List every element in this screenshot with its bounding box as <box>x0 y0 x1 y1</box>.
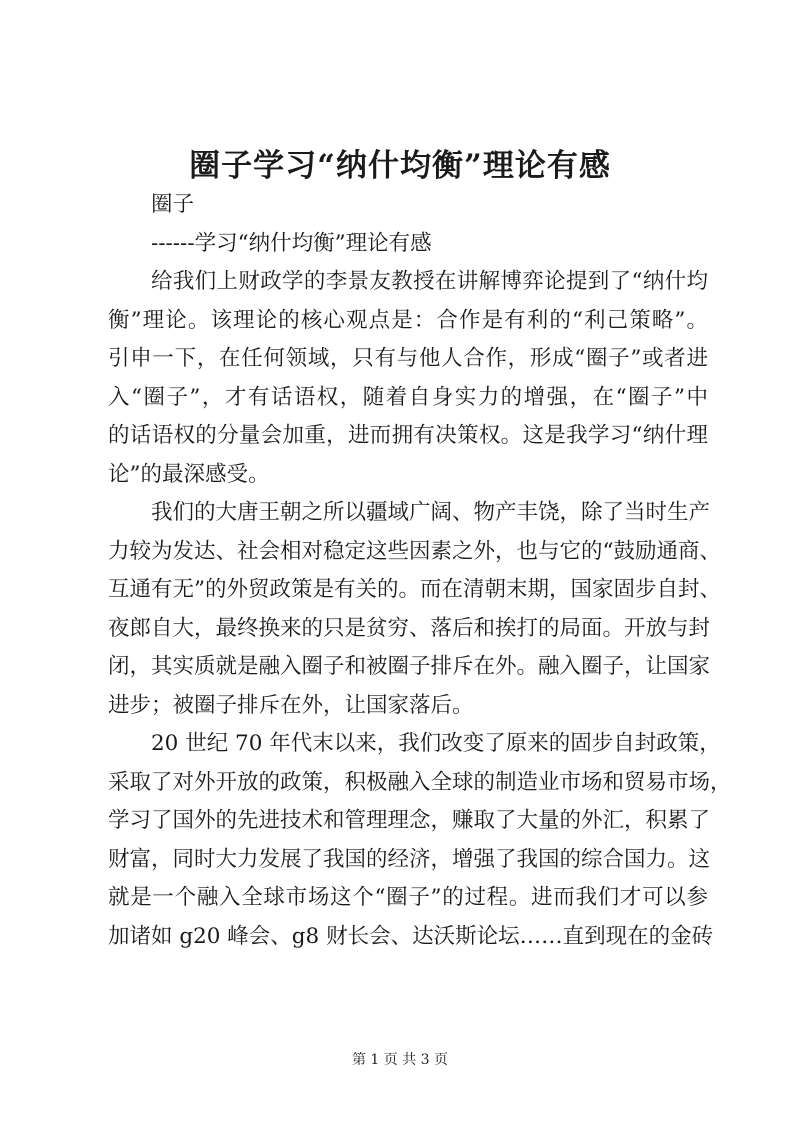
text-line: 的话语权的分量会加重，进而拥有决策权。这是我学习“纳什理 <box>108 423 708 448</box>
text-line: 入“圈子”，才有话语权，随着自身实力的增强，在“圈子”中 <box>108 384 708 410</box>
text-line: 圈子 <box>151 192 195 217</box>
text-line: ------学习“纳什均衡”理论有感 <box>151 230 432 256</box>
text-line: 我们的大唐王朝之所以疆域广阔、物产丰饶，除了当时生产 <box>151 500 711 525</box>
text-line: 衡”理论。该理论的核心观点是：合作是有利的“利己策略”。 <box>108 307 708 333</box>
text-line: 给我们上财政学的李景友教授在讲解博弈论提到了“纳什均 <box>151 269 708 294</box>
document-body <box>108 186 732 956</box>
text-line: 进步；被圈子排斥在外，让国家落后。 <box>108 692 474 718</box>
text-line: 闭，其实质就是融入圈子和被圈子排斥在外。融入圈子，让国家 <box>108 654 711 679</box>
text-line: 20 世纪 70 年代末以来，我们改变了原来的固步自封政策， <box>151 731 721 756</box>
text-line: 学习了国外的先进技术和管理理念，赚取了大量的外汇，积累了 <box>108 808 711 833</box>
page-footer: 第 1 页 共 3 页 <box>351 1052 449 1068</box>
document-title: 圈子学习“纳什均衡”理论有感 <box>189 148 611 184</box>
text-line: 夜郎自大，最终换来的只是贫穷、落后和挨打的局面。开放与封 <box>108 615 711 641</box>
text-line: 就是一个融入全球市场这个“圈子”的过程。进而我们才可以参 <box>108 885 708 910</box>
text-line: 力较为发达、社会相对稳定这些因素之外，也与它的“鼓励通商、 <box>108 538 721 564</box>
text-line: 财富，同时大力发展了我国的经济，增强了我国的综合国力。这 <box>108 846 711 872</box>
text-line: 加诸如 g20 峰会、g8 财长会、达沃斯论坛……直到现在的金砖 <box>108 923 714 949</box>
text-line: 互通有无”的外贸政策是有关的。而在清朝末期，国家固步自封、 <box>108 577 721 602</box>
text-line: 采取了对外开放的政策，积极融入全球的制造业市场和贸易市场， <box>108 769 732 795</box>
text-line: 论”的最深感受。 <box>108 461 270 487</box>
text-line: 引申一下，在任何领域，只有与他人合作，形成“圈子”或者进 <box>108 346 708 371</box>
